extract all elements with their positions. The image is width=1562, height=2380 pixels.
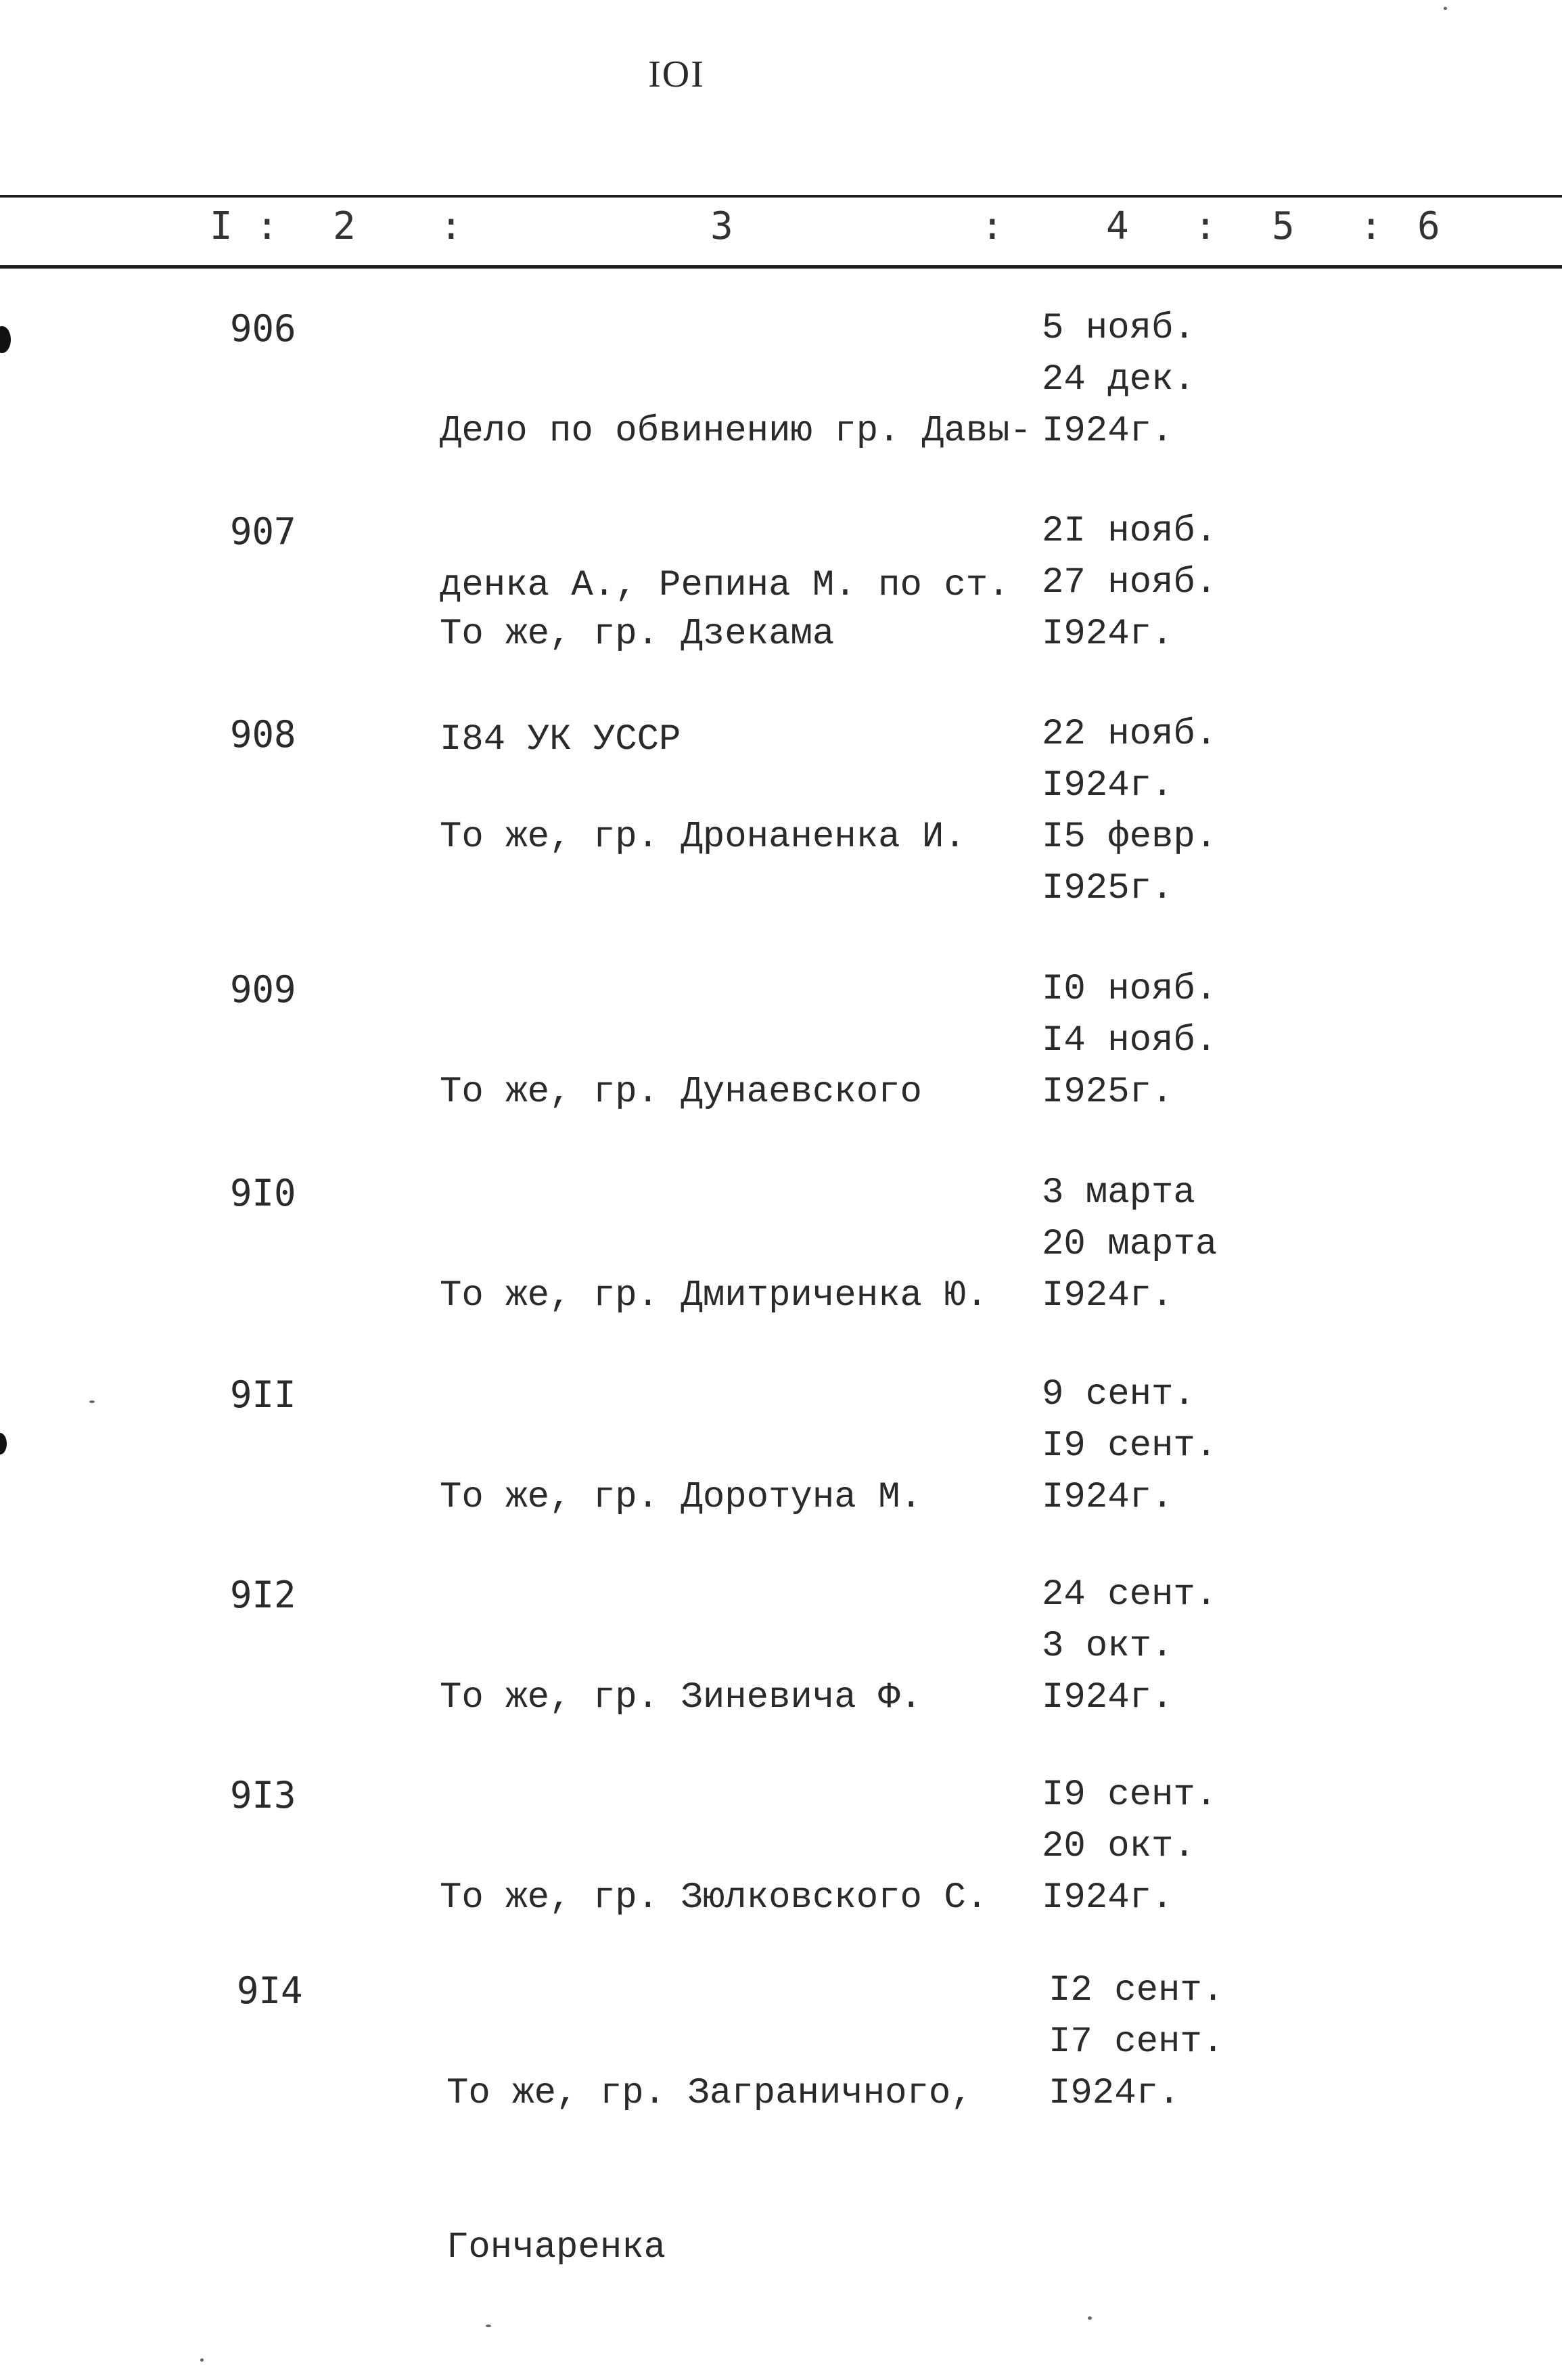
description-line: То же, гр. Зюлковского С. bbox=[440, 1877, 988, 1919]
date-line: 2I нояб. bbox=[1042, 511, 1218, 552]
date-line: I924г. bbox=[1042, 1477, 1174, 1518]
description-line: То же, гр. Зиневича Ф. bbox=[440, 1677, 922, 1718]
row-dates bbox=[1042, 709, 1299, 915]
row-number: 907 bbox=[230, 510, 296, 553]
page-number: IOI bbox=[648, 53, 705, 95]
description-line: То же, гр. Дронаненка И. bbox=[440, 817, 966, 858]
description-line: Дело по обвинению гр. Давы- bbox=[440, 411, 1032, 452]
binding-hole-mark bbox=[0, 326, 11, 353]
date-line: I0 нояб. bbox=[1042, 969, 1218, 1010]
date-line: I5 февр. bbox=[1042, 817, 1218, 858]
description-line: I84 УК УССР bbox=[440, 719, 681, 760]
date-line: I924г. bbox=[1042, 1677, 1174, 1718]
column-header-separator: : bbox=[1360, 204, 1383, 248]
description-line: денка А., Репина М. по ст. bbox=[440, 565, 1010, 606]
row-dates bbox=[1042, 1168, 1299, 1322]
scan-speck bbox=[89, 1400, 95, 1403]
description-line: То же, гр. Дунаевского bbox=[440, 1072, 922, 1113]
row-number: 906 bbox=[230, 307, 296, 350]
row-number: 9I0 bbox=[230, 1172, 296, 1214]
date-line: I924г. bbox=[1042, 614, 1174, 655]
description-line: То же, гр. Доротуна М. bbox=[440, 1477, 922, 1518]
row-dates bbox=[1042, 1570, 1299, 1724]
row-number: 9I3 bbox=[230, 1774, 296, 1816]
row-dates bbox=[1049, 1965, 1306, 2120]
scan-speck bbox=[1088, 2316, 1092, 2320]
row-number: 909 bbox=[230, 968, 296, 1011]
description-line: Гончаренка bbox=[446, 2227, 666, 2268]
row-description bbox=[440, 709, 1035, 966]
date-line: I924г. bbox=[1042, 1877, 1174, 1919]
date-line: 3 марта bbox=[1042, 1172, 1195, 1214]
date-line: 9 сент. bbox=[1042, 1374, 1195, 1415]
date-line: 5 нояб. bbox=[1042, 308, 1195, 349]
date-line: I7 сент. bbox=[1049, 2021, 1224, 2063]
column-header-2: 2 bbox=[333, 204, 356, 248]
column-header-separator: : bbox=[1194, 204, 1217, 248]
date-line: 24 дек. bbox=[1042, 359, 1195, 401]
row-dates bbox=[1042, 303, 1299, 457]
date-line: I4 нояб. bbox=[1042, 1020, 1218, 1061]
column-header-separator: : bbox=[256, 204, 279, 248]
column-header-1: I bbox=[210, 204, 233, 248]
row-dates bbox=[1042, 1369, 1299, 1524]
row-description bbox=[446, 1965, 1042, 2377]
column-header-4: 4 bbox=[1106, 204, 1129, 248]
row-number: 9II bbox=[230, 1373, 296, 1416]
date-line: I924г. bbox=[1042, 1275, 1174, 1317]
table-header-rule bbox=[0, 265, 1562, 269]
date-line: I925г. bbox=[1042, 1072, 1174, 1113]
scan-speck bbox=[1444, 7, 1447, 10]
column-header-3: 3 bbox=[710, 204, 733, 248]
row-number: 9I4 bbox=[237, 1969, 303, 2012]
date-line: 27 нояб. bbox=[1042, 562, 1218, 603]
date-line: 20 окт. bbox=[1042, 1826, 1195, 1867]
binding-hole-mark bbox=[0, 1433, 7, 1455]
date-line: I2 сент. bbox=[1049, 1970, 1224, 2011]
column-header-6: 6 bbox=[1417, 204, 1440, 248]
date-line: 3 окт. bbox=[1042, 1626, 1174, 1667]
date-line: 20 марта bbox=[1042, 1224, 1218, 1265]
description-line: То же, гр. Дмитриченка Ю. bbox=[440, 1275, 988, 1317]
row-dates bbox=[1042, 506, 1299, 660]
table-top-rule bbox=[0, 195, 1562, 198]
column-header-separator: : bbox=[981, 204, 1004, 248]
scan-speck bbox=[486, 2325, 491, 2327]
date-line: I924г. bbox=[1049, 2073, 1180, 2114]
row-dates bbox=[1042, 964, 1299, 1118]
column-header-5: 5 bbox=[1272, 204, 1295, 248]
description-line: То же, гр. Заграничного, bbox=[446, 2073, 973, 2114]
date-line: I925г. bbox=[1042, 868, 1174, 909]
row-number: 9I2 bbox=[230, 1574, 296, 1616]
scan-speck bbox=[200, 2358, 204, 2362]
date-line: I924г. bbox=[1042, 765, 1174, 806]
date-line: I9 сент. bbox=[1042, 1775, 1218, 1816]
date-line: 22 нояб. bbox=[1042, 714, 1218, 755]
date-line: I924г. bbox=[1042, 411, 1174, 452]
row-number: 908 bbox=[230, 713, 296, 756]
row-dates bbox=[1042, 1770, 1299, 1924]
column-header-separator: : bbox=[440, 204, 463, 248]
description-line: То же, гр. Дзекама bbox=[440, 614, 835, 655]
date-line: 24 сент. bbox=[1042, 1574, 1218, 1616]
date-line: I9 сент. bbox=[1042, 1425, 1218, 1467]
